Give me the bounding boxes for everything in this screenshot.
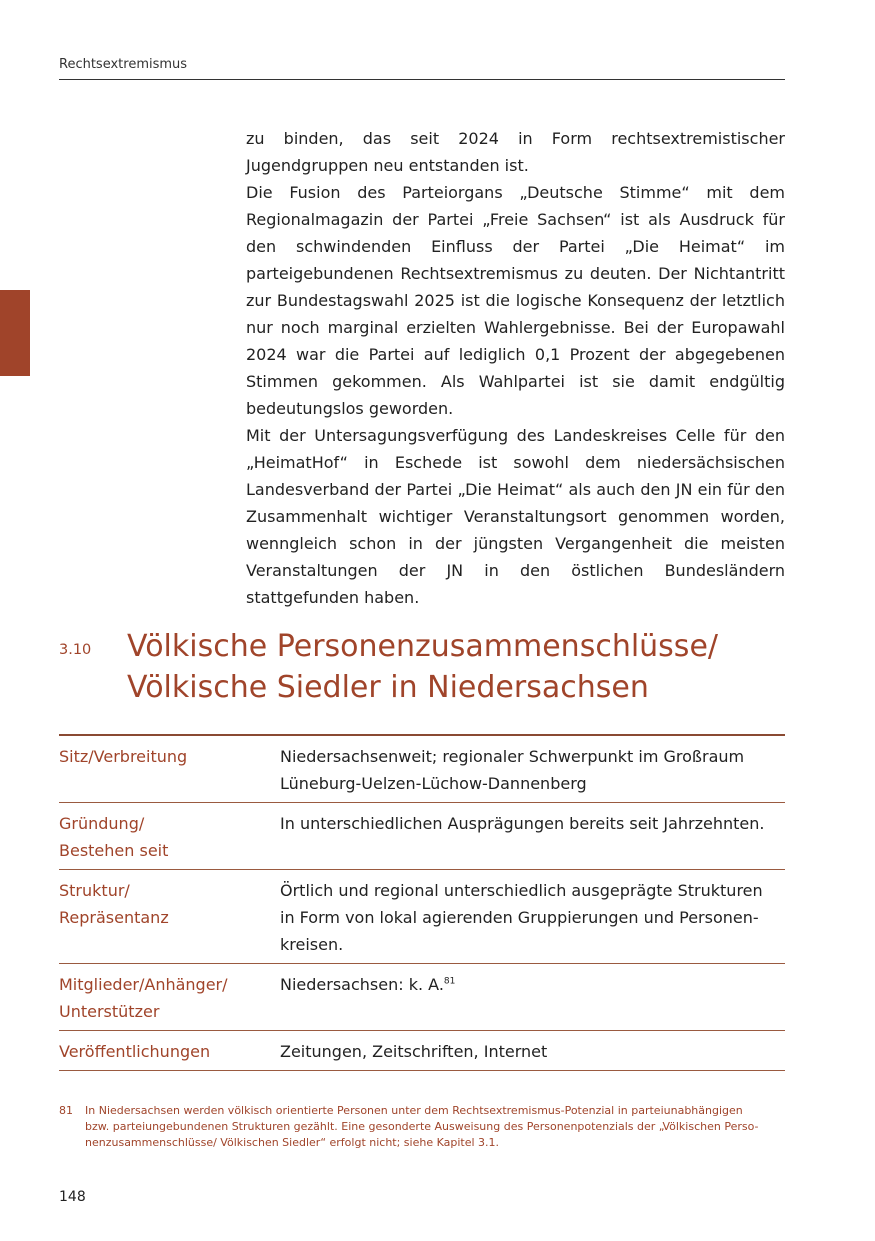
footnote-line: nenzusammenschlüsse/ Völkischen Siedler“ erfolgt nicht; siehe Kapitel 3.1. [85,1136,500,1149]
footnote-line: bzw. parteiungebundenen Strukturen gezählt. Eine gesonderte Ausweisung des Personenpotenzials der „Völkischen Perso- [85,1120,759,1133]
header-rule [59,79,785,80]
profile-row-sitz [59,736,785,803]
row-value [280,964,785,1030]
row-label [59,964,280,1030]
body-paragraph: zu binden, das seit 2024 in Form rechtsextremistischer Jugendgruppen neu entstanden ist. [246,129,785,175]
profile-table [59,734,785,1071]
section-number: 3.10 [59,642,92,658]
row-value-line: Zeitungen, Zeitschriften, Internet [280,1042,548,1061]
body-paragraph: Mit der Untersagungsverfügung des Landeskreises Celle für den „HeimatHof“ in Eschede ist sowohl dem niedersächsischen Landesverband der Partei „Die Heimat“ als auch den JN ein für den Zusammenhalt wichtiger Veranstaltungsort genommen worden, wenngleich schon in der jüngsten Vergangenheit die meisten Veranstaltungen der JN in den östlichen Bundesländern stattgefunden haben. [246,426,785,607]
row-label-line: Veröffentlichungen [59,1042,211,1061]
row-value-line: Lüneburg-Uelzen-Lüchow-Dannenberg [280,774,587,793]
row-value-line [280,971,785,998]
body-text [246,125,785,611]
row-label-line: Sitz/Verbreitung [59,747,188,766]
row-label [59,1031,280,1070]
row-label-line: Gründung/ [59,814,145,833]
section-title-line: Völkische Siedler in Niedersachsen [127,670,649,705]
row-value-line: in Form von lokal agierenden Gruppierungen und Personen- [280,908,759,927]
chapter-side-tab [0,290,30,376]
row-label [59,870,280,963]
profile-row-struktur [59,870,785,964]
footnote-line: In Niedersachsen werden völkisch orientierte Personen unter dem Rechtsextremismus-Potenzial in parteiunabhängigen [85,1104,743,1117]
row-label-line: Bestehen seit [59,841,169,860]
row-label-line: Repräsentanz [59,908,169,927]
row-label [59,736,280,802]
row-label-line: Struktur/ [59,881,130,900]
row-value [280,803,785,869]
footnote-reference[interactable]: 81 [443,976,456,987]
footnote [59,1103,785,1151]
row-value-line: Niedersachsenweit; regionaler Schwerpunkt im Großraum [280,747,745,766]
row-label-line: Mitglieder/Anhänger/ [59,975,228,994]
body-paragraph: Die Fusion des Parteiorgans „Deutsche Stimme“ mit dem Regionalmagazin der Partei „Freie Sachsen“ ist als Ausdruck für den schwindenden Einfluss der Partei „Die Heimat“ im parteigebundenen Rechtsextremismus zu deuten. Der Nichtantritt zur Bundestagswahl 2025 ist die logische Konsequenz der letztlich nur noch marginal erzielten Wahlergebnisse. Bei der Europawahl 2024 war die Partei auf lediglich 0,1 Prozent der abgegebenen Stimmen gekommen. Als Wahlpartei ist sie damit endgültig bedeutungslos geworden. [246,183,785,418]
row-value [280,1031,785,1070]
page-number: 148 [59,1189,86,1205]
section-title-line: Völkische Personenzusammenschlüsse/ [127,629,719,664]
section-title [127,626,787,708]
row-value [280,736,785,802]
profile-row-mitglieder [59,964,785,1031]
footnote-text [85,1103,785,1151]
row-label [59,803,280,869]
row-value-text: Niedersachsen: k. A. [280,975,444,994]
row-value-line: kreisen. [280,935,344,954]
profile-row-gruendung [59,803,785,870]
footnote-number: 81 [59,1104,73,1117]
row-value-line: Örtlich und regional unterschiedlich ausgeprägte Strukturen [280,881,763,900]
profile-row-veroeffentlichungen [59,1031,785,1071]
row-value-line: In unterschiedlichen Ausprägungen bereits seit Jahrzehnten. [280,814,765,833]
row-label-line: Unterstützer [59,1002,160,1021]
running-header: Rechtsextremismus [59,57,188,72]
row-value [280,870,785,963]
